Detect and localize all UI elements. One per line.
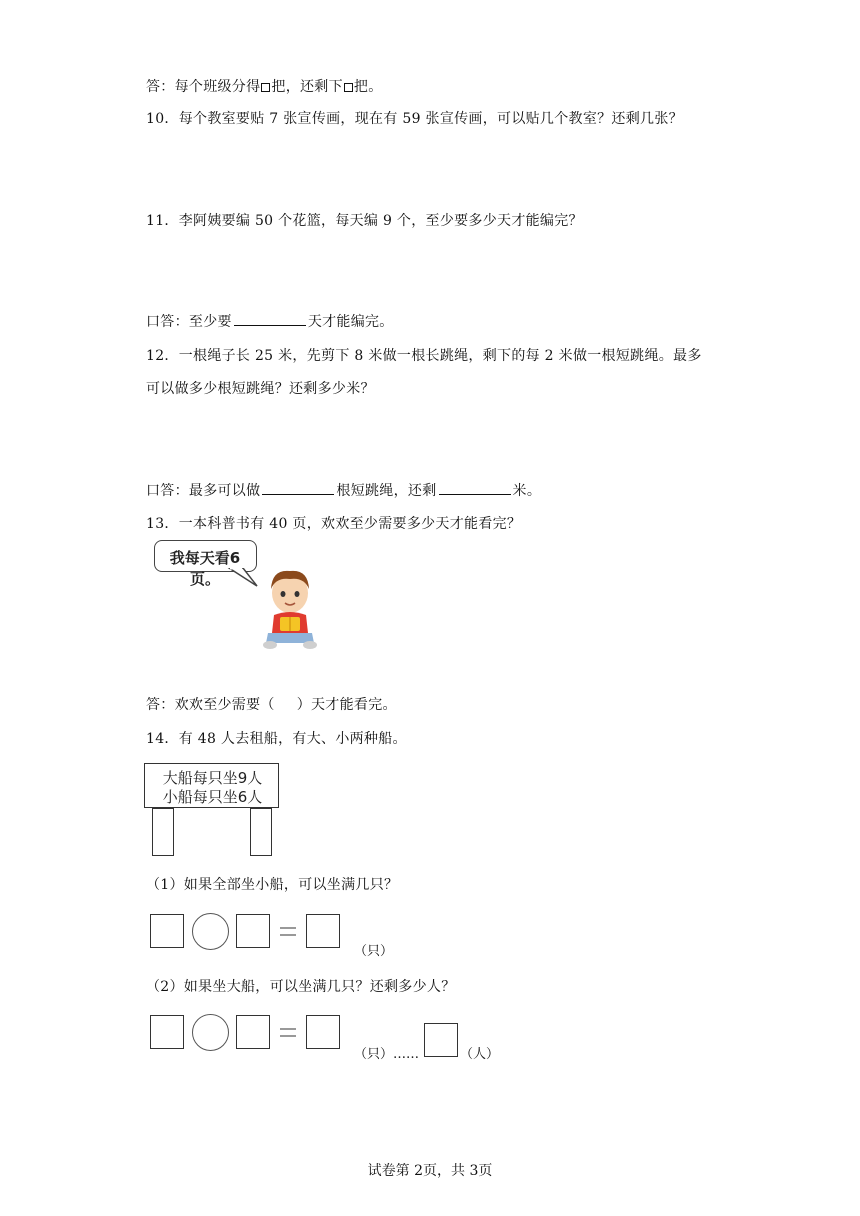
answer-12-text-a: 口答：最多可以做 <box>146 483 261 499</box>
answer-13-text-a: 答：欢欢至少需要（ <box>146 697 275 713</box>
question-11: 11．李阿姨要编 50 个花篮，每天编 9 个，至少要多少天才能编完？ <box>146 213 583 229</box>
sign-post-left <box>152 808 174 856</box>
remainder-box[interactable] <box>424 1023 458 1057</box>
boy-reading-icon <box>258 563 322 651</box>
boat-sign-board <box>144 763 279 808</box>
equals-sign-icon <box>280 927 296 936</box>
answer-12 <box>146 480 541 500</box>
answer-12-text-b: 根短跳绳，还剩 <box>336 483 437 499</box>
page-footer: 试卷第 2页，共 3页 <box>367 1163 493 1179</box>
answer-box[interactable] <box>344 83 353 92</box>
answer-blank[interactable] <box>234 311 306 326</box>
operator-circle[interactable] <box>192 913 229 950</box>
equals-sign-icon <box>280 1028 296 1037</box>
question-10: 10．每个教室要贴 7 张宣传画，现在有 59 张宣传画，可以贴几个教室？还剩几张？ <box>146 111 683 127</box>
answer-13 <box>146 694 397 714</box>
answer-13-text-b: ）天才能看完。 <box>296 697 397 713</box>
unit-label: （只） <box>354 944 394 959</box>
equation-box[interactable] <box>306 914 340 948</box>
equation-box[interactable] <box>236 914 270 948</box>
answer-11-text-b: 天才能编完。 <box>307 314 394 330</box>
question-14: 14．有 48 人去租船，有大、小两种船。 <box>146 731 407 747</box>
answer-blank[interactable] <box>262 480 334 495</box>
answer-box[interactable] <box>261 83 270 92</box>
sign-post-right <box>250 808 272 856</box>
answer-11 <box>146 311 394 331</box>
question-12-line-2: 可以做多少根短跳绳？还剩多少米？ <box>146 381 375 397</box>
answer-12-text-c: 米。 <box>512 483 542 499</box>
operator-circle[interactable] <box>192 1014 229 1051</box>
question-12-line-1: 12．一根绳子长 25 米，先剪下 8 米做一根长跳绳，剩下的每 2 米做一根短跳绳。最多 <box>146 348 702 364</box>
speech-bubble-text: 我每天看6页。 <box>169 549 241 588</box>
question-14-part-1: （1）如果全部坐小船，可以坐满几只？ <box>146 877 399 893</box>
unit-label: （只）…… <box>354 1047 420 1062</box>
answer-9-text-a: 答：每个班级分得 <box>146 79 261 95</box>
answer-9-text-b: 把，还剩下 <box>271 79 343 95</box>
answer-11-text-a: 口答：至少要 <box>146 314 232 330</box>
unit-label-people: （人） <box>460 1047 500 1062</box>
equation-box[interactable] <box>150 914 184 948</box>
answer-blank[interactable] <box>439 480 511 495</box>
equation-box[interactable] <box>306 1015 340 1049</box>
equation-box[interactable] <box>150 1015 184 1049</box>
question-13: 13．一本科普书有 40 页，欢欢至少需要多少天才能看完？ <box>146 516 522 532</box>
equation-box[interactable] <box>236 1015 270 1049</box>
answer-9-text-c: 把。 <box>353 79 383 95</box>
sign-line-big-boat: 大船每只坐9人 <box>162 769 263 787</box>
question-14-part-2: （2）如果坐大船，可以坐满几只？还剩多少人？ <box>146 979 456 995</box>
answer-9 <box>146 76 383 96</box>
sign-line-small-boat: 小船每只坐6人 <box>162 788 263 806</box>
